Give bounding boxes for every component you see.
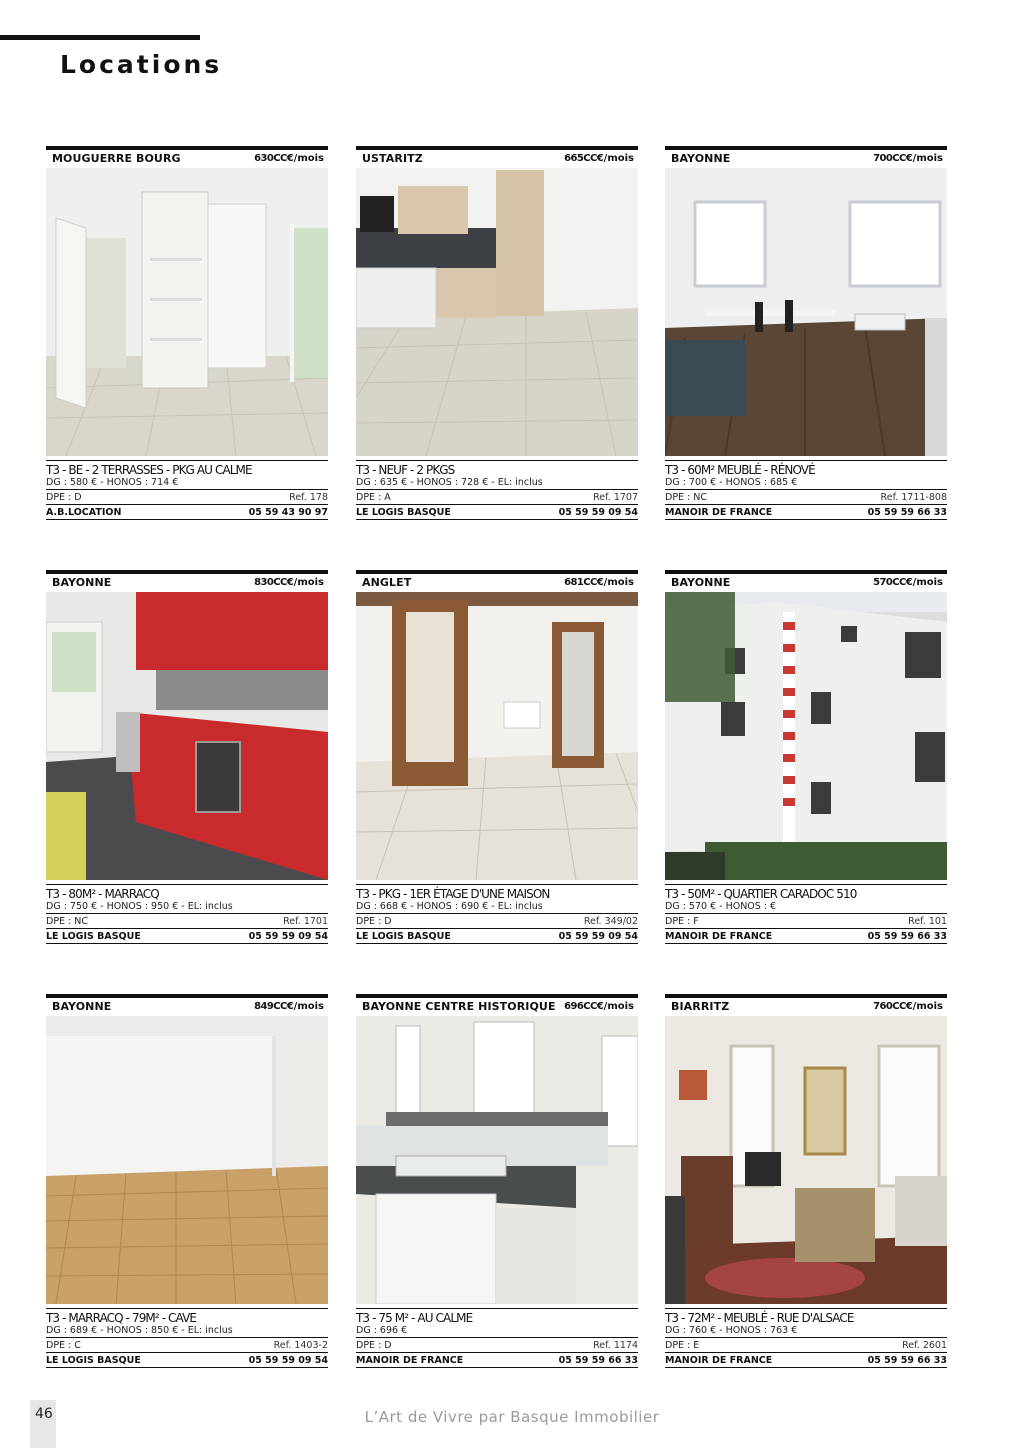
kitchen-tiled-floor-photo[interactable]: [356, 168, 638, 456]
listing-agency-row: [356, 929, 638, 944]
listing-agency-row: [665, 505, 947, 520]
listing-dpe-row: [665, 1338, 947, 1353]
listing-city: BAYONNE: [52, 575, 112, 589]
listing-title: T3 - BE - 2 TERRASSES - PKG AU CALME: [46, 460, 328, 477]
listing-phone[interactable]: 05 59 59 09 54: [248, 930, 328, 942]
listing-phone[interactable]: 05 59 59 09 54: [558, 930, 638, 942]
listing-title: T3 - 60M² MEUBLÉ - RÉNOVÉ: [665, 460, 947, 477]
listing-price: 830CC€/mois: [254, 576, 324, 588]
listing-city: BAYONNE: [671, 575, 731, 589]
listing-price: 696CC€/mois: [564, 1000, 634, 1012]
listing-price: 681CC€/mois: [564, 576, 634, 588]
listing-agency-row: [46, 1353, 328, 1368]
listing-city: BAYONNE CENTRE HISTORIQUE: [362, 999, 556, 1013]
listing-card[interactable]: [356, 146, 638, 526]
card-header: [356, 146, 638, 166]
listing-card[interactable]: [46, 146, 328, 526]
listing-ref: Ref. 1174: [593, 1339, 638, 1351]
listing-details: [356, 884, 638, 944]
listing-fees: DG : 700 € - HONOS : 685 €: [665, 477, 947, 490]
page-number: 46: [35, 1406, 53, 1422]
listing-card[interactable]: [665, 994, 947, 1374]
listing-dpe-row: [46, 914, 328, 929]
listing-fees: DG : 580 € - HONOS : 714 €: [46, 477, 328, 490]
listing-card[interactable]: [665, 570, 947, 950]
listing-ref: Ref. 1403-2: [273, 1339, 328, 1351]
listing-phone[interactable]: 05 59 43 90 97: [248, 506, 328, 518]
listing-title: T3 - 50M² - QUARTIER CARADOC 510: [665, 884, 947, 901]
listing-ref: Ref. 349/02: [583, 915, 638, 927]
listing-agency-row: [665, 929, 947, 944]
listing-dpe: DPE : NC: [46, 915, 89, 927]
listing-ref: Ref. 1711-808: [880, 491, 947, 503]
listing-dpe: DPE : D: [46, 491, 82, 503]
card-header: [356, 994, 638, 1014]
listing-fees: DG : 635 € - HONOS : 728 € - EL: inclus: [356, 477, 638, 490]
listing-city: BAYONNE: [671, 151, 731, 165]
listing-city: MOUGUERRE BOURG: [52, 151, 181, 165]
listing-card[interactable]: [356, 994, 638, 1374]
listing-title: T3 - 75 M² - AU CALME: [356, 1308, 638, 1325]
listing-price: 665CC€/mois: [564, 152, 634, 164]
card-header: [665, 570, 947, 590]
section-title: Locations: [60, 50, 223, 79]
listing-details: [46, 460, 328, 520]
listing-details: [46, 884, 328, 944]
listing-ref: Ref. 1707: [593, 491, 638, 503]
listing-details: [665, 460, 947, 520]
listing-agency: MANOIR DE FRANCE: [665, 1354, 773, 1366]
listing-dpe-row: [46, 1338, 328, 1353]
listing-title: T3 - NEUF - 2 PKGS: [356, 460, 638, 477]
listing-price: 630CC€/mois: [254, 152, 324, 164]
empty-room-with-closet-photo[interactable]: [46, 168, 328, 456]
listing-details: [356, 460, 638, 520]
kitchenette-sink-photo[interactable]: [356, 1016, 638, 1304]
listing-phone[interactable]: 05 59 59 66 33: [867, 1354, 947, 1366]
dining-room-wood-floor-photo[interactable]: [665, 168, 947, 456]
listing-agency-row: [356, 505, 638, 520]
listing-card[interactable]: [665, 146, 947, 526]
footer-tagline: L’Art de Vivre par Basque Immobilier: [364, 1408, 660, 1426]
listing-agency: LE LOGIS BASQUE: [46, 1354, 141, 1366]
listing-agency-row: [46, 505, 328, 520]
listing-fees: DG : 760 € - HONOS : 763 €: [665, 1325, 947, 1338]
listing-price: 849CC€/mois: [254, 1000, 324, 1012]
listing-dpe: DPE : D: [356, 1339, 392, 1351]
listing-card[interactable]: [46, 570, 328, 950]
listing-city: BAYONNE: [52, 999, 112, 1013]
listing-dpe-row: [356, 1338, 638, 1353]
listing-fees: DG : 668 € - HONOS : 690 € - EL: inclus: [356, 901, 638, 914]
listing-agency: LE LOGIS BASQUE: [46, 930, 141, 942]
listing-fees: DG : 689 € - HONOS : 850 € - EL: inclus: [46, 1325, 328, 1338]
card-header: [46, 570, 328, 590]
listing-phone[interactable]: 05 59 59 09 54: [248, 1354, 328, 1366]
listing-fees: DG : 570 € - HONOS : €: [665, 901, 947, 914]
furnished-living-room-photo[interactable]: [665, 1016, 947, 1304]
listing-dpe-row: [356, 490, 638, 505]
listing-dpe: DPE : C: [46, 1339, 81, 1351]
listing-fees: DG : 696 €: [356, 1325, 638, 1338]
listing-details: [46, 1308, 328, 1368]
listing-agency-row: [46, 929, 328, 944]
listing-agency: MANOIR DE FRANCE: [665, 506, 773, 518]
listing-dpe-row: [665, 490, 947, 505]
listing-title: T3 - 72M² - MEUBLÉ - RUE D'ALSACE: [665, 1308, 947, 1325]
listing-ref: Ref. 1701: [283, 915, 328, 927]
listing-fees: DG : 750 € - HONOS : 950 € - EL: inclus: [46, 901, 328, 914]
listing-card[interactable]: [46, 994, 328, 1374]
red-kitchen-photo[interactable]: [46, 592, 328, 880]
listing-details: [665, 884, 947, 944]
listing-price: 570CC€/mois: [873, 576, 943, 588]
listing-dpe-row: [356, 914, 638, 929]
building-facade-photo[interactable]: [665, 592, 947, 880]
card-header: [665, 146, 947, 166]
listing-phone[interactable]: 05 59 59 66 33: [558, 1354, 638, 1366]
card-header: [665, 994, 947, 1014]
listing-price: 760CC€/mois: [873, 1000, 943, 1012]
listing-title: T3 - MARRACQ - 79M² - CAVE: [46, 1308, 328, 1325]
listing-agency: LE LOGIS BASQUE: [356, 930, 451, 942]
listing-dpe-row: [46, 490, 328, 505]
listing-agency: MANOIR DE FRANCE: [356, 1354, 464, 1366]
listing-title: T3 - 80M² - MARRACQ: [46, 884, 328, 901]
listing-dpe-row: [665, 914, 947, 929]
listing-agency: MANOIR DE FRANCE: [665, 930, 773, 942]
card-header: [356, 570, 638, 590]
card-header: [46, 146, 328, 166]
listing-city: ANGLET: [362, 575, 412, 589]
listing-ref: Ref. 101: [908, 915, 947, 927]
listing-dpe: DPE : NC: [665, 491, 708, 503]
listing-title: T3 - PKG - 1ER ÉTAGE D'UNE MAISON: [356, 884, 638, 901]
listing-ref: Ref. 178: [289, 491, 328, 503]
room-with-wood-doors-photo[interactable]: [356, 592, 638, 880]
listing-ref: Ref. 2601: [902, 1339, 947, 1351]
listing-phone[interactable]: 05 59 59 66 33: [867, 506, 947, 518]
listing-agency-row: [356, 1353, 638, 1368]
listing-dpe: DPE : A: [356, 491, 391, 503]
listing-dpe: DPE : E: [665, 1339, 700, 1351]
listing-dpe: DPE : F: [665, 915, 699, 927]
card-header: [46, 994, 328, 1014]
listing-agency-row: [665, 1353, 947, 1368]
listing-details: [665, 1308, 947, 1368]
listing-city: USTARITZ: [362, 151, 423, 165]
listing-details: [356, 1308, 638, 1368]
listing-agency: A.B.LOCATION: [46, 506, 122, 518]
parquet-floor-room-photo[interactable]: [46, 1016, 328, 1304]
listing-dpe: DPE : D: [356, 915, 392, 927]
listing-card[interactable]: [356, 570, 638, 950]
listing-city: BIARRITZ: [671, 999, 730, 1013]
listing-price: 700CC€/mois: [873, 152, 943, 164]
listing-agency: LE LOGIS BASQUE: [356, 506, 451, 518]
listing-phone[interactable]: 05 59 59 09 54: [558, 506, 638, 518]
listing-phone[interactable]: 05 59 59 66 33: [867, 930, 947, 942]
